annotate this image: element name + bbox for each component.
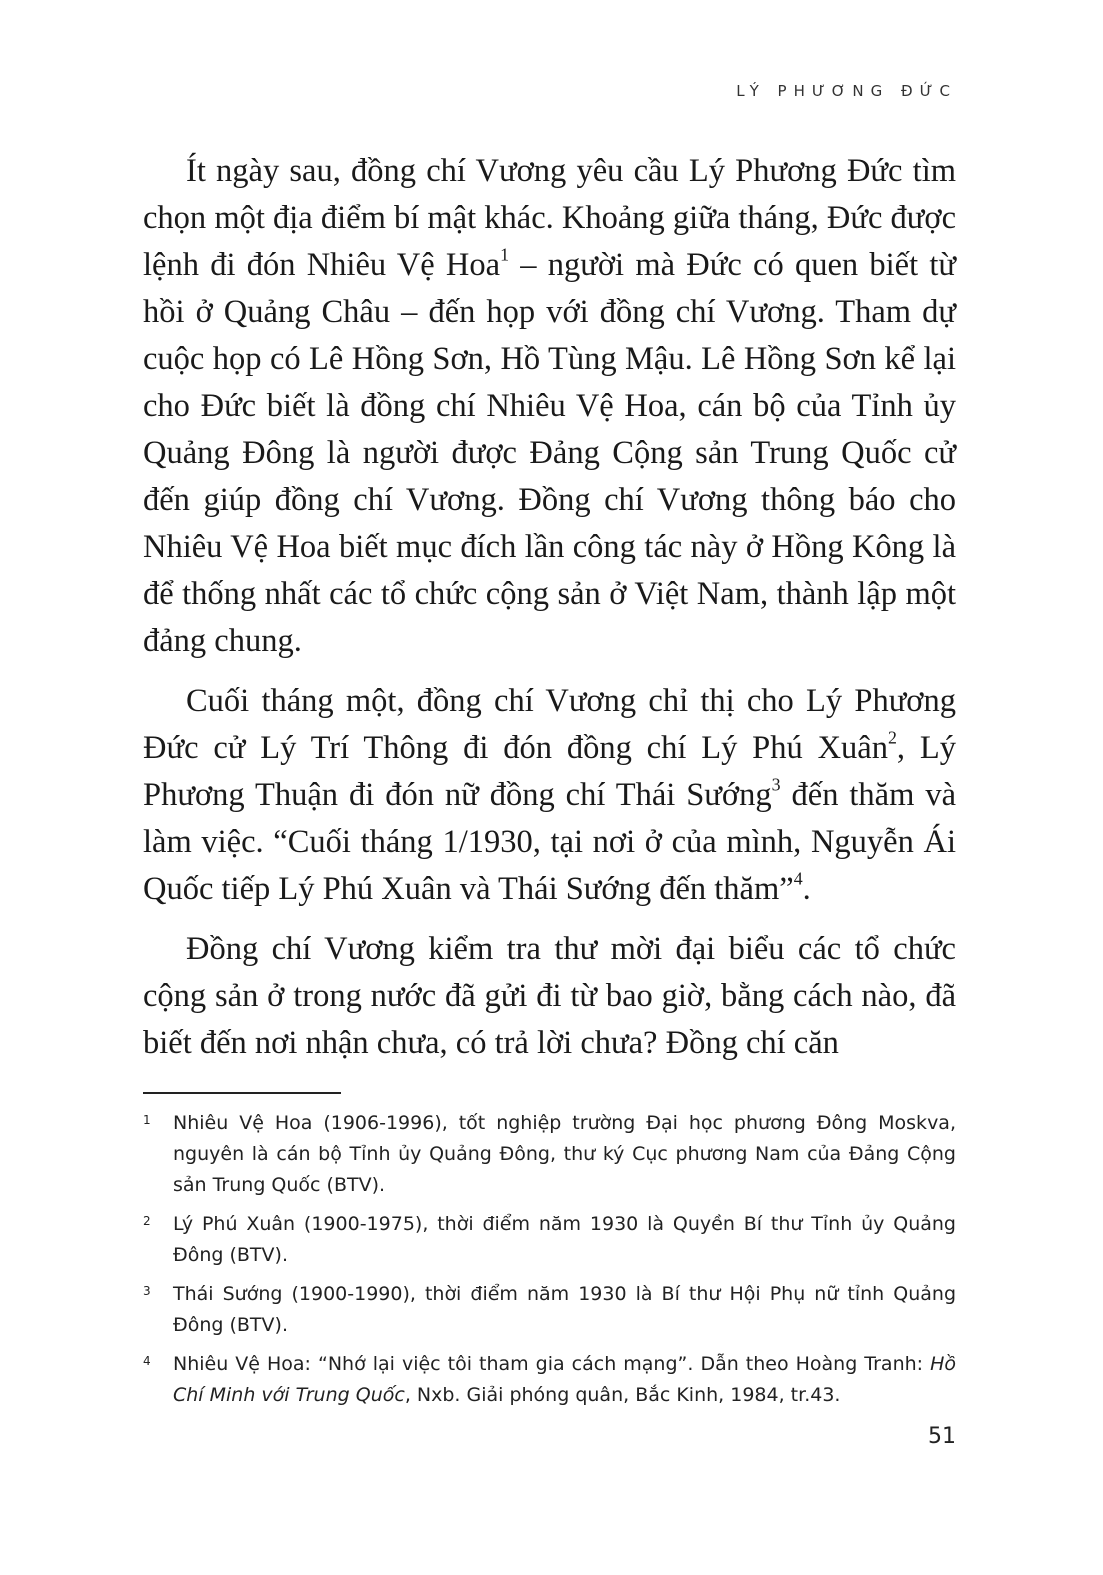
paragraph-1	[143, 148, 956, 665]
footnote-3	[143, 1279, 956, 1341]
main-text	[143, 148, 956, 1080]
footnote-ref-2: 2	[887, 727, 897, 748]
footnote-2	[143, 1209, 956, 1271]
paragraph-2-text-b: , Lý Phương Thuận đi đón nữ đồng chí Thái Sướng	[143, 730, 956, 813]
footnote-separator	[143, 1092, 341, 1094]
paragraph-2	[143, 678, 956, 913]
paragraph-2-text-d: .	[802, 871, 811, 907]
paragraph-3	[143, 926, 956, 1067]
paragraph-2-text-a: Cuối tháng một, đồng chí Vương chỉ thị cho Lý Phương Đức cử Lý Trí Thông đi đón đồng chí Lý Phú Xuân	[143, 683, 956, 766]
footnote-text: Lý Phú Xuân (1900-1975), thời điểm năm 1930 là Quyền Bí thư Tỉnh ủy Quảng Đông (BTV).	[173, 1213, 956, 1266]
footnote-number: 2	[143, 1214, 151, 1228]
footnote-ref-3: 3	[771, 774, 781, 795]
footnote-4	[143, 1349, 956, 1411]
paragraph-1-text-a: Ít ngày sau, đồng chí Vương yêu cầu Lý Phương Đức tìm chọn một địa điểm bí mật khác. Khoảng giữa tháng, Đức được lệnh đi đón Nhiêu Vệ Hoa	[143, 153, 956, 283]
paragraph-2-text-c: đến thăm và làm việc. “Cuối tháng 1/1930, tại nơi ở của mình, Nguyễn Ái Quốc tiếp Lý Phú Xuân và Thái Sướng đến thăm”	[143, 777, 956, 907]
footnotes	[143, 1108, 956, 1419]
paragraph-1-text-b: – người mà Đức có quen biết từ hồi ở Quảng Châu – đến họp với đồng chí Vương. Tham dự cuộc họp có Lê Hồng Sơn, Hồ Tùng Mậu. Lê Hồng Sơn kể lại cho Đức biết là đồng chí Nhiêu Vệ Hoa, cán bộ của Tỉnh ủy Quảng Đông là người được Đảng Cộng sản Trung Quốc cử đến giúp đồng chí Vương. Đồng chí Vương thông báo cho Nhiêu Vệ Hoa biết mục đích lần công tác này ở Hồng Kông là để thống nhất các tổ chức cộng sản ở Việt Nam, thành lập một đảng chung.	[143, 247, 956, 659]
page-number: 51	[928, 1424, 956, 1449]
paragraph-3-text: Đồng chí Vương kiểm tra thư mời đại biểu các tổ chức cộng sản ở trong nước đã gửi đi từ bao giờ, bằng cách nào, đã biết đến nơi nhận chưa, có trả lời chưa? Đồng chí căn	[143, 931, 956, 1061]
book-title: Hồ Chí Minh với Trung Quốc	[173, 1353, 956, 1406]
running-head: LÝ PHƯƠNG ĐỨC	[736, 82, 957, 100]
footnote-text-b: , Nxb. Giải phóng quân, Bắc Kinh, 1984, tr.43.	[404, 1384, 841, 1406]
footnote-text: Thái Sướng (1900-1990), thời điểm năm 1930 là Bí thư Hội Phụ nữ tỉnh Quảng Đông (BTV).	[173, 1283, 956, 1336]
footnote-ref-1: 1	[500, 244, 510, 265]
footnote-number: 3	[143, 1284, 151, 1298]
footnote-text-a: Nhiêu Vệ Hoa: “Nhớ lại việc tôi tham gia cách mạng”. Dẫn theo Hoàng Tranh:	[173, 1353, 931, 1375]
footnote-number: 4	[143, 1354, 151, 1368]
footnote-number: 1	[143, 1113, 151, 1127]
footnote-ref-4: 4	[793, 868, 803, 889]
footnote-text: Nhiêu Vệ Hoa (1906-1996), tốt nghiệp trường Đại học phương Đông Moskva, nguyên là cán bộ Tỉnh ủy Quảng Đông, thư ký Cục phương Nam của Đảng Cộng sản Trung Quốc (BTV).	[173, 1112, 956, 1196]
footnote-text	[173, 1349, 956, 1411]
footnote-1	[143, 1108, 956, 1201]
